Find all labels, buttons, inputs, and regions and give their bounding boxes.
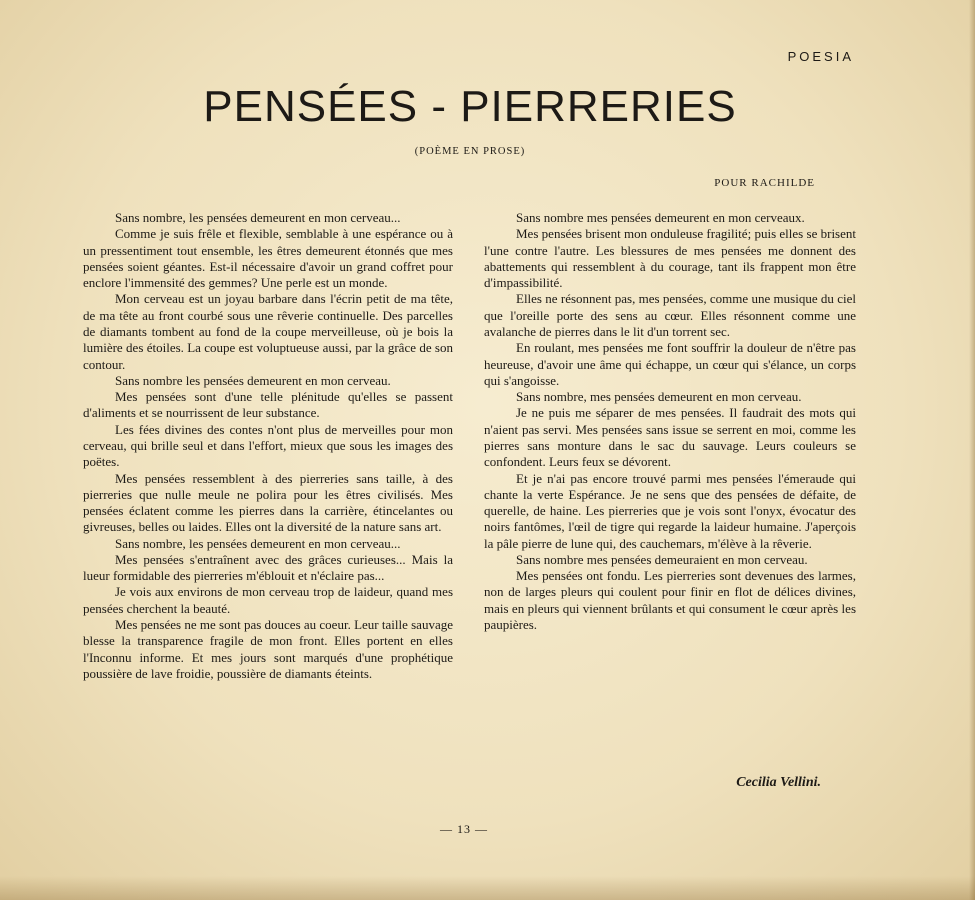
paragraph: Mes pensées sont d'une telle plénitude qu'elles se passent d'aliments et se nourrissent de leur substance. [83, 389, 453, 421]
paragraph: Mes pensées ne me sont pas douces au coeur. Leur taille sauvage blesse la transparence fragile de mon front. Elles portent en elles l'Inconnu informe. Et mes jours sont marqués d'une prophétique poussière de lave froidie, poussière de diamants éteints. [83, 617, 453, 681]
paragraph: Sans nombre, mes pensées demeurent en mon cerveau. [516, 389, 802, 405]
paragraph: Les fées divines des contes n'ont plus de merveilles pour mon cerveau, qui brille seul et dans l'effort, mieux que sous les images des poëtes. [83, 421, 453, 470]
paragraph: Mon cerveau est un joyau barbare dans l'écrin petit de ma tête, de ma tête au front courbé sous une rêverie continuelle. Des parcelles de diamants tombent au fond de la coupe merveilleuse, où je bois la lumière des étoiles. La coupe est voluptueuse aussi, par la grâce de son contour. [83, 291, 453, 372]
paragraph: Je vois aux environs de mon cerveau trop de laideur, quand mes pensées cherchent la beauté. [83, 584, 453, 616]
page-number: — 13 — [440, 822, 488, 836]
paragraph: Sans nombre, les pensées demeurent en mon cerveau... [115, 535, 401, 551]
paragraph: Je ne puis me séparer de mes pensées. Il faudrait des mots qui n'aient pas servi. Mes pensées sans issue se serrent en moi, comme les pierres sans monture dans le sac du sauvage. Leurs couleurs se confondent. Leurs feux se dévorent. [484, 405, 856, 470]
poem-title: PENSÉES - PIERRERIES [203, 82, 737, 131]
paragraph: En roulant, mes pensées me font souffrir la douleur de n'être pas heureuse, d'avoir une âme qui échappe, un cœur qui s'élance, un corps qui s'angoisse. [484, 340, 856, 388]
page-edge-bottom [0, 876, 975, 900]
poem-subtitle: (POÈME EN PROSE) [414, 146, 526, 157]
paragraph: Sans nombre mes pensées demeurent en mon cerveaux. [516, 210, 805, 225]
paragraph: Mes pensées brisent mon onduleuse fragilité; puis elles se brisent l'une contre l'autre. Les blessures de mes pensées me donnent des abattements qui ressemblent à du courage, tant ils frappent mon être d'impassibilité. [484, 226, 856, 291]
dedication: POUR RACHILDE [714, 177, 815, 189]
paragraph: Mes pensées ont fondu. Les pierreries sont devenues des larmes, non de larges pleurs qui coulent pour finir en flot de délices divines, mais en pleurs qui viennent brûlants et qui consument le cœur après les paupières. [484, 568, 856, 633]
paragraph: Mes pensées ressemblent à des pierreries sans taille, à des pierreries que nulle meule ne polira pour les êtres civilisés. Mes pensées éclatent comme les pierres dans la carrière, étincelantes ou givreuses, belles ou laides. Elles ont la diversité de la nature sans art. [83, 470, 453, 535]
paragraph: Comme je suis frêle et flexible, semblable à une espérance ou à un pressentiment tout ensemble, les êtres demeurent étonnés que mes pensées soient géantes. Est-il nécessaire d'avoir un grand coffret pour enclore l'immensité des gemmes? Une perle est un monde. [83, 226, 453, 291]
paragraph: Sans nombre les pensées demeurent en mon cerveau. [115, 372, 391, 388]
right-column [484, 210, 856, 633]
left-column [83, 210, 453, 682]
paragraph: Sans nombre mes pensées demeuraient en mon cerveau. [516, 551, 808, 567]
paragraph: Sans nombre, les pensées demeurent en mon cerveau... [115, 210, 401, 225]
paragraph: Et je n'ai pas encore trouvé parmi mes pensées l'émeraude qui chante la verte Espérance. Je ne sens que des pensées de défaite, de querelle, de haine. Les pierreries que je vois sont l'onyx, évocatur des noirs fantômes, l'œil de tigre qui regarde la laideur humaine. J'aperçois la pâle pierre de lune qui, des cauchemars, m'élève à la rêverie. [484, 470, 856, 551]
page-edge-right [969, 0, 975, 900]
paragraph: Mes pensées s'entraînent avec des grâces curieuses... Mais la lueur formidable des pierreries m'éblouit et n'éclaire pas... [83, 551, 453, 584]
running-head: POESIA [787, 49, 854, 64]
paragraph: Elles ne résonnent pas, mes pensées, comme une musique du ciel que l'oreille porte des sens au cœur. Elles résonnent comme une avalanche de pierres dans le lit d'un torrent sec. [484, 291, 856, 339]
author-signature: Cecilia Vellini. [736, 775, 821, 790]
